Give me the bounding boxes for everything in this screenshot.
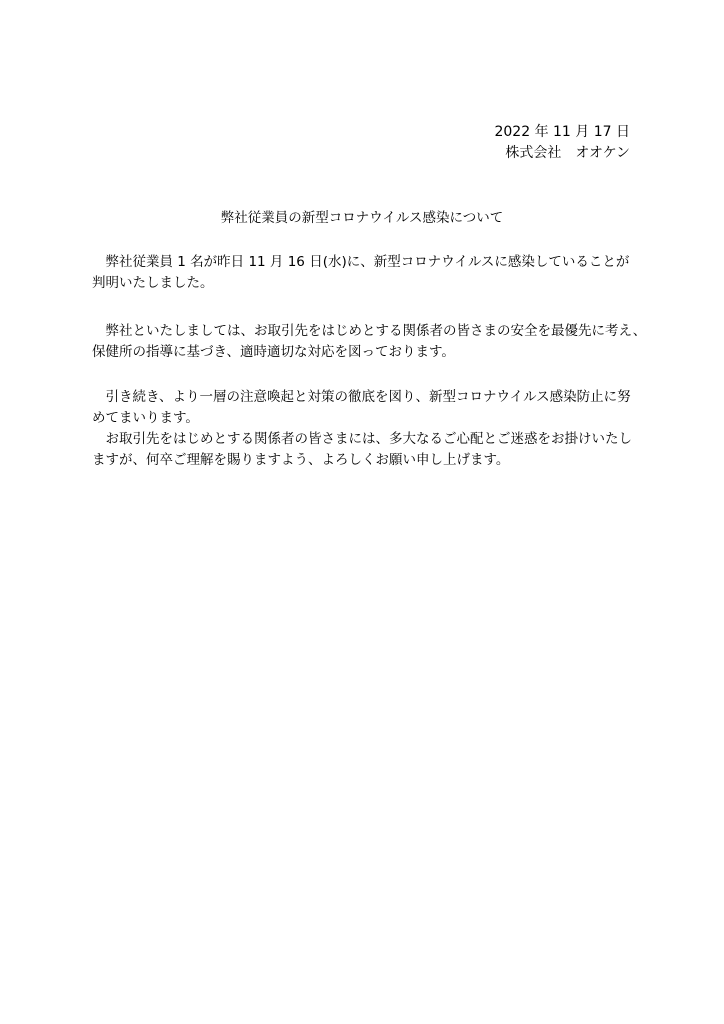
paragraph-line: 引き続き、より一層の注意喚起と対策の徹底を図り、新型コロナウイルス感染防止に努 [92, 389, 631, 405]
paragraph-line: ますが、何卒ご理解を賜りますよう、よろしくお願い申し上げます。 [92, 452, 510, 468]
paragraph-3 [92, 387, 652, 471]
paragraph-line: めてまいります。 [92, 410, 199, 426]
paragraph-line: お取引先をはじめとする関係者の皆さまには、多大なるご心配とご迷惑をお掛けいたし [92, 431, 632, 447]
document-date: 2022 年 11 月 17 日 [494, 124, 630, 140]
header-block [470, 122, 630, 164]
paragraph-1 [92, 252, 652, 294]
paragraph-line: 判明いたしました。 [92, 275, 214, 291]
company-name: 株式会社 オオケン [505, 145, 630, 161]
paragraph-line: 保健所の指導に基づき、適時適切な対応を図っております。 [92, 344, 455, 360]
document-title: 弊社従業員の新型コロナウイルス感染について [220, 210, 504, 226]
paragraph-line: 弊社といたしましては、お取引先をはじめとする関係者の皆さまの安全を最優先に考え、 [92, 323, 647, 339]
paragraph-line: 弊社従業員 1 名が昨日 11 月 16 日(水)に、新型コロナウイルスに感染していることが [92, 254, 630, 270]
paragraph-2 [92, 321, 652, 363]
